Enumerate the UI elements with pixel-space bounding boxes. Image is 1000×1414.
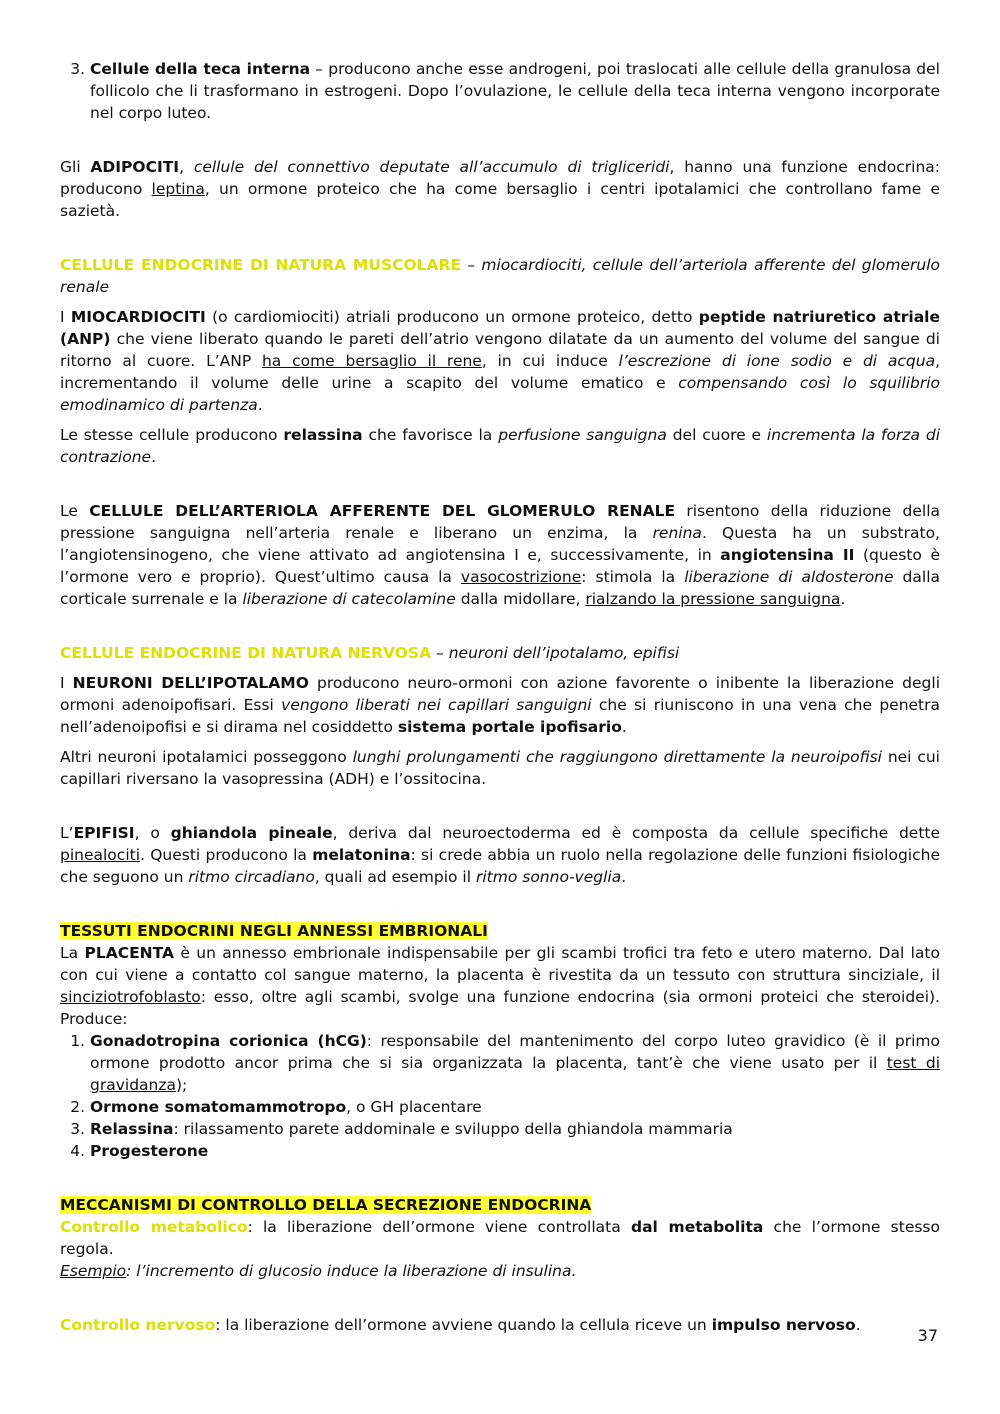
term: dal metabolita bbox=[630, 1218, 764, 1236]
term: ADIPOCITI bbox=[90, 158, 180, 176]
emphasis: liberazione di aldosterone bbox=[684, 568, 894, 586]
term: Controllo nervoso bbox=[60, 1316, 216, 1334]
relassina-paragraph bbox=[60, 424, 940, 468]
text: risentono della riduzione della pressione sanguigna nell’arteria renale e liberano un enzima, la bbox=[60, 502, 940, 542]
term: peptide natriuretico atriale (ANP) bbox=[60, 308, 940, 348]
text: . bbox=[840, 590, 846, 608]
document-page bbox=[60, 58, 940, 1336]
section-heading-nervosa bbox=[60, 642, 940, 664]
text: Altri neuroni ipotalamici posseggono bbox=[60, 748, 353, 766]
placenta-hormones-list bbox=[60, 1030, 940, 1162]
item-text: ); bbox=[175, 1076, 188, 1094]
item-title: Ormone somatomammotropo bbox=[90, 1098, 347, 1116]
underlined-term: rialzando la pressione sanguigna bbox=[585, 590, 841, 608]
emphasis: : l’incremento di glucosio induce la liberazione di insulina. bbox=[126, 1262, 577, 1280]
text: . bbox=[151, 448, 156, 466]
esempio-paragraph bbox=[60, 1260, 940, 1282]
item-title: Progesterone bbox=[90, 1142, 209, 1160]
text: I bbox=[60, 308, 71, 326]
controllo-nervoso-paragraph bbox=[60, 1314, 940, 1336]
underlined-term: pinealociti bbox=[60, 846, 141, 864]
text: : la liberazione dell’ormone viene controllata bbox=[247, 1218, 631, 1236]
underlined-term: vasocostrizione bbox=[460, 568, 582, 586]
term: relassina bbox=[283, 426, 363, 444]
term: NEURONI DELL’IPOTALAMO bbox=[72, 674, 309, 692]
text: , quali ad esempio il bbox=[314, 868, 476, 886]
text: nei cui capillari riversano la vasopressina (ADH) e l’ossitocina. bbox=[60, 748, 940, 788]
adipociti-paragraph bbox=[60, 156, 940, 222]
text: . bbox=[257, 396, 263, 414]
emphasis: liberazione di catecolamine bbox=[242, 590, 456, 608]
neuroni-paragraph bbox=[60, 672, 940, 738]
text: Le stesse cellule producono bbox=[60, 426, 284, 444]
term: CELLULE DELL’ARTERIOLA AFFERENTE DEL GLOMERULO RENALE bbox=[89, 502, 676, 520]
item-text: , o GH placentare bbox=[346, 1098, 482, 1116]
item-title: Gonadotropina corionica (hCG) bbox=[90, 1032, 367, 1050]
text: che si riuniscono in una vena che penetra nell’adenoipofisi e si dirama nel cosiddetto bbox=[60, 696, 940, 736]
text: . bbox=[621, 718, 627, 736]
text: . bbox=[855, 1316, 861, 1334]
emphasis: compensando così lo squilibrio emodinamico di partenza bbox=[60, 374, 941, 414]
term: PLACENTA bbox=[84, 944, 175, 962]
page-number: 37 bbox=[917, 1326, 938, 1345]
underlined-term: sinciziotrofoblasto bbox=[60, 988, 201, 1006]
heading-text: MECCANISMI DI CONTROLLO DELLA SECREZIONE ENDOCRINA bbox=[60, 1196, 592, 1214]
item-text: : responsabile del mantenimento del corpo luteo gravidico (è il primo ormone prodotto ancor prima che si sia organizzata la placenta, tant’è che viene usato per il bbox=[90, 1032, 940, 1072]
term: impulso nervoso bbox=[711, 1316, 856, 1334]
text: – bbox=[431, 644, 449, 662]
text: , un ormone proteico che ha come bersaglio i centri ipotalamici che controllano fame e sazietà. bbox=[60, 180, 940, 220]
text: dalla midollare, bbox=[455, 590, 586, 608]
emphasis: l’escrezione di ione sodio e di acqua bbox=[618, 352, 936, 370]
item-title: Relassina bbox=[90, 1120, 174, 1138]
teca-list bbox=[60, 58, 940, 124]
text: I bbox=[60, 674, 73, 692]
text: , hanno una funzione endocrina: producono bbox=[60, 158, 940, 198]
underlined-term: test di gravidanza bbox=[90, 1054, 940, 1094]
text: : la liberazione dell’ormone avviene quando la cellula riceve un bbox=[215, 1316, 712, 1334]
text: . Questi producono la bbox=[140, 846, 313, 864]
miocardiociti-paragraph bbox=[60, 306, 940, 416]
term: MIOCARDIOCITI bbox=[70, 308, 206, 326]
heading-text: CELLULE ENDOCRINE DI NATURA NERVOSA bbox=[60, 644, 432, 662]
text: , o bbox=[134, 824, 171, 842]
text: : stimola la bbox=[581, 568, 685, 586]
emphasis: lunghi prolungamenti che raggiungono direttamente la neuroipofisi bbox=[352, 748, 882, 766]
text: è un annesso embrionale indispensabile per gli scambi trofici tra feto e utero materno. Dal lato con cui viene a contatto col sangue materno, la placenta è rivestita da un tessuto con struttura sinciziale, il bbox=[60, 944, 940, 984]
text: – bbox=[461, 256, 482, 274]
item-title: Cellule della teca interna bbox=[90, 60, 311, 78]
text: : si crede abbia un ruolo nella regolazione delle funzioni fisiologiche che seguono un bbox=[60, 846, 940, 886]
emphasis: vengono liberati nei capillari sanguigni bbox=[281, 696, 592, 714]
text: . Questa ha un substrato, l’angiotensinogeno, che viene attivato ad angiotensina I e, successivamente, in bbox=[60, 524, 940, 564]
list-item bbox=[90, 1096, 940, 1118]
text: . bbox=[621, 868, 627, 886]
section-heading-controllo bbox=[60, 1194, 940, 1216]
term: ghiandola pineale bbox=[170, 824, 333, 842]
emphasis: perfusione sanguigna bbox=[498, 426, 667, 444]
text: che l’ormone stesso regola. bbox=[60, 1218, 940, 1258]
term: angiotensina II bbox=[720, 546, 855, 564]
heading-text: TESSUTI ENDOCRINI NEGLI ANNESSI EMBRIONALI bbox=[60, 922, 488, 940]
emphasis: ritmo circadiano bbox=[188, 868, 315, 886]
emphasis: renina bbox=[652, 524, 702, 542]
term: EPIFISI bbox=[73, 824, 135, 842]
item-text: : rilassamento parete addominale e sviluppo della ghiandola mammaria bbox=[173, 1120, 733, 1138]
list-item bbox=[90, 1030, 940, 1096]
section-heading-annessi bbox=[60, 920, 940, 942]
text: che favorisce la bbox=[362, 426, 499, 444]
heading-subtitle: neuroni dell’ipotalamo, epifisi bbox=[448, 644, 680, 662]
placenta-paragraph bbox=[60, 942, 940, 1030]
underlined-term: leptina bbox=[151, 180, 205, 198]
underlined-term: ha come bersaglio il rene bbox=[261, 352, 482, 370]
text: Gli bbox=[60, 158, 91, 176]
term: Controllo metabolico bbox=[60, 1218, 248, 1236]
text: del cuore e bbox=[666, 426, 767, 444]
text: , in cui induce bbox=[481, 352, 619, 370]
neuroipofisi-paragraph bbox=[60, 746, 940, 790]
list-item bbox=[90, 58, 940, 124]
list-item bbox=[90, 1140, 940, 1162]
section-heading-muscolare bbox=[60, 254, 940, 298]
text: , deriva dal neuroectoderma ed è composta da cellule specifiche dette bbox=[332, 824, 941, 842]
epifisi-paragraph bbox=[60, 822, 940, 888]
emphasis: incrementa la forza di contrazione bbox=[60, 426, 941, 466]
text: La bbox=[60, 944, 85, 962]
emphasis: ritmo sonno-veglia bbox=[475, 868, 622, 886]
text: producono neuro-ormoni con azione favorente o inibente la liberazione degli ormoni adenoipofisari. Essi bbox=[60, 674, 941, 714]
text: dalla corticale surrenale e la bbox=[60, 568, 941, 608]
term: sistema portale ipofisario bbox=[397, 718, 622, 736]
controllo-metabolico-paragraph bbox=[60, 1216, 940, 1260]
term: melatonina bbox=[312, 846, 411, 864]
text: , incrementando il volume delle urine a scapito del volume ematico e bbox=[60, 352, 941, 392]
item-text: – producono anche esse androgeni, poi traslocati alle cellule della granulosa del follicolo che li trasformano in estrogeni. Dopo l’ovulazione, le cellule della teca interna vengono incorporate nel corpo luteo. bbox=[90, 60, 940, 122]
underlined-term: Esempio bbox=[60, 1262, 127, 1280]
text: Le bbox=[60, 502, 90, 520]
list-item bbox=[90, 1118, 940, 1140]
text: L’ bbox=[60, 824, 74, 842]
heading-text: CELLULE ENDOCRINE DI NATURA MUSCOLARE bbox=[60, 256, 462, 274]
emphasis: cellule del connettivo deputate all’accumulo di trigliceridi bbox=[193, 158, 670, 176]
text: (questo è l’ormone vero e proprio). Quest’ultimo causa la bbox=[60, 546, 940, 586]
text: che viene liberato quando le pareti dell’atrio vengono dilatate da un aumento del volume del sangue di ritorno al cuore. L’ANP bbox=[60, 330, 940, 370]
text: (o cardiomiociti) atriali producono un ormone proteico, detto bbox=[205, 308, 699, 326]
arteriola-paragraph bbox=[60, 500, 940, 610]
heading-subtitle: miocardiociti, cellule dell’arteriola afferente del glomerulo renale bbox=[60, 256, 941, 296]
text: : esso, oltre agli scambi, svolge una funzione endocrina (sia ormoni proteici che steroidei). Produce: bbox=[60, 988, 940, 1028]
text: , bbox=[179, 158, 194, 176]
